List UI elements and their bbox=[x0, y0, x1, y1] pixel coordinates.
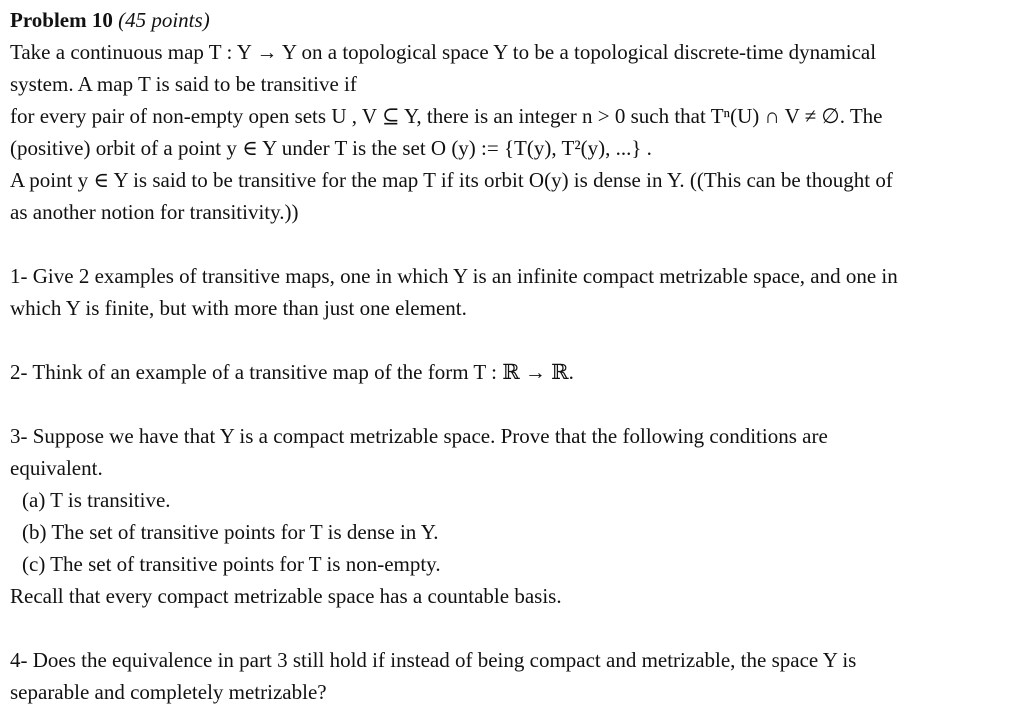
question-4 bbox=[10, 644, 1014, 708]
question-2 bbox=[10, 356, 1014, 388]
text-line: system. A map T is said to be transitive if bbox=[10, 72, 357, 96]
text-line: 3- Suppose we have that Y is a compact metrizable space. Prove that the following conditions are bbox=[10, 424, 828, 448]
condition-c: (c) The set of transitive points for T is non-empty. bbox=[22, 552, 441, 576]
text-line: equivalent. bbox=[10, 456, 103, 480]
spacer bbox=[10, 612, 1014, 644]
text-line: 4- Does the equivalence in part 3 still hold if instead of being compact and metrizable, the space Y is bbox=[10, 648, 857, 672]
condition-a: (a) T is transitive. bbox=[22, 488, 171, 512]
spacer bbox=[10, 228, 1014, 260]
text-line: (positive) orbit of a point y ∈ Y under T is the set O (y) := {T(y), T²(y), ...} . bbox=[10, 136, 652, 160]
intro-paragraph bbox=[10, 36, 1014, 228]
text-line: for every pair of non-empty open sets U , V ⊆ Y, there is an integer n > 0 such that Tⁿ(U) ∩ V ≠ ∅. The bbox=[10, 104, 883, 128]
spacer bbox=[10, 388, 1014, 420]
recall-note: Recall that every compact metrizable space has a countable basis. bbox=[10, 584, 562, 608]
condition-b: (b) The set of transitive points for T is dense in Y. bbox=[22, 520, 439, 544]
problem-heading: Problem 10 bbox=[10, 8, 113, 32]
question-1 bbox=[10, 260, 1014, 324]
text-line: as another notion for transitivity.)) bbox=[10, 200, 299, 224]
problem-title bbox=[10, 4, 1014, 36]
text-line: Take a continuous map T : Y → Y on a topological space Y to be a topological discrete-time dynamical bbox=[10, 40, 877, 64]
question-3 bbox=[10, 420, 1014, 612]
text-line: 1- Give 2 examples of transitive maps, one in which Y is an infinite compact metrizable space, and one in bbox=[10, 264, 898, 288]
text-line: A point y ∈ Y is said to be transitive for the map T if its orbit O(y) is dense in Y. ((This can be thought of bbox=[10, 168, 893, 192]
text-line: separable and completely metrizable? bbox=[10, 680, 327, 704]
problem-points: (45 points) bbox=[118, 8, 210, 32]
text-line: 2- Think of an example of a transitive map of the form T : ℝ → ℝ. bbox=[10, 360, 574, 384]
spacer bbox=[10, 324, 1014, 356]
text-line: which Y is finite, but with more than just one element. bbox=[10, 296, 467, 320]
